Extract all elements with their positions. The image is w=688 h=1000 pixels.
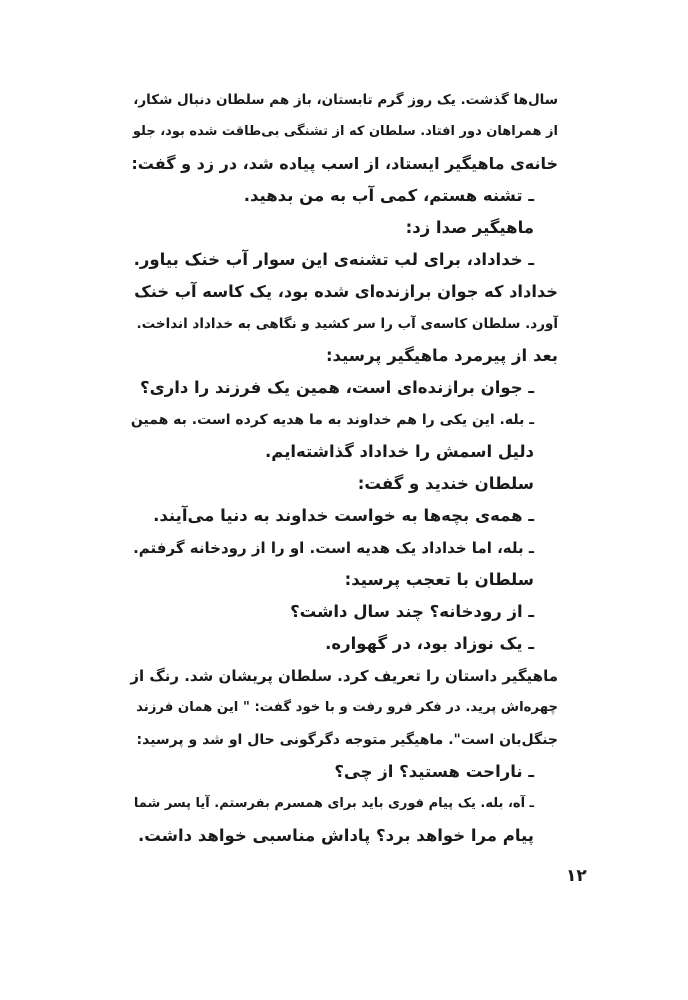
text-line: بعد از پیرمرد ماهیگیر پرسید: [325, 346, 558, 365]
text-line: ـ ناراحت هستید؟ از چی؟ [334, 762, 534, 781]
text-line: چهره‌اش پرید. در فکر فرو رفت و با خود گفت: " این همان فرزند [136, 700, 558, 715]
text-line: سلطان با تعجب پرسید: [344, 570, 534, 589]
text-line: ـ خداداد، برای لب تشنه‌ی این سوار آب خنک بیاور. [133, 250, 534, 269]
text-line: آورد. سلطان کاسه‌ی آب را سر کشید و نگاهی به خداداد انداخت. [136, 316, 558, 332]
text-line: خداداد که جوان برازنده‌ای شده بود، یک کاسه آب خنک [134, 282, 558, 301]
text-line: ـ بله. این یکی را هم خداوند به ما هدیه کرده است. به همین [130, 412, 534, 428]
text-line: ـ از رودخانه؟ چند سال داشت؟ [290, 602, 534, 621]
text-line: ـ آه، بله. یک پیام فوری باید برای همسرم بفرستم. آیا پسر شما [133, 796, 534, 811]
text-line: از همراهان دور افتاد. سلطان که از تشنگی بی‌طاقت شده بود، جلو [132, 124, 558, 139]
text-line: ـ همه‌ی بچه‌ها به خواست خداوند به دنیا می‌آیند. [153, 506, 534, 525]
text-line: جنگل‌بان است". ماهیگیر متوجه دگرگونی حال او شد و پرسید: [136, 732, 558, 748]
text-line: ـ جوان برازنده‌ای است، همین یک فرزند را داری؟ [140, 378, 534, 397]
text-line: پیام مرا خواهد برد؟ پاداش مناسبی خواهد داشت. [138, 826, 534, 845]
text-line: دلیل اسمش را خداداد گذاشته‌ایم. [264, 442, 534, 461]
text-line: ـ بله، اما خداداد یک هدیه است. او را از رودخانه گرفتم. [133, 539, 534, 557]
text-line: ـ تشنه هستم، کمی آب به من بدهید. [243, 186, 534, 205]
text-line: ماهیگیر صدا زد: [405, 218, 534, 237]
body-text [130, 84, 558, 852]
page-number: ۱۲ [566, 866, 587, 886]
text-line: ـ یک نوزاد بود، در گهواره. [325, 634, 534, 653]
text-line: ماهیگیر داستان را تعریف کرد. سلطان پریشان شد. رنگ از [130, 667, 558, 685]
text-line: سال‌ها گذشت. یک روز گرم تابستان، باز هم سلطان دنبال شکار، [133, 92, 558, 108]
text-line: خانه‌ی ماهیگیر ایستاد، از اسب پیاده شد، در زد و گفت: [131, 154, 558, 173]
text-line: سلطان خندید و گفت: [357, 474, 534, 493]
